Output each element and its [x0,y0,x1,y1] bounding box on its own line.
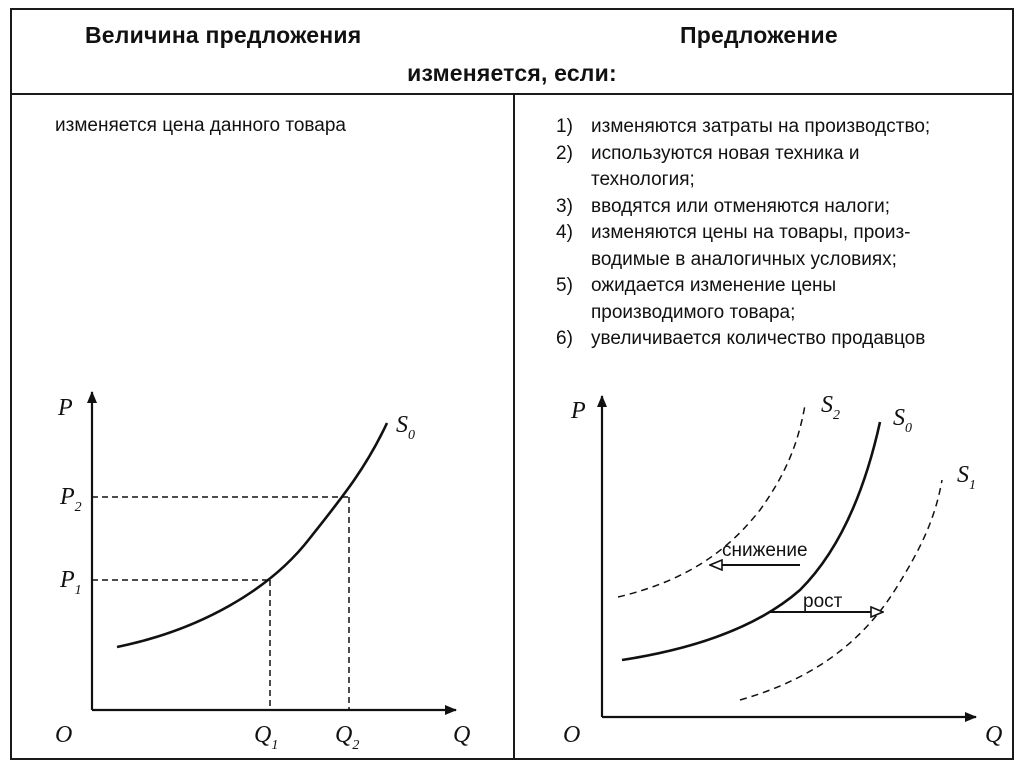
list-item-text: увеличивается количество продавцов [591,328,926,349]
list-item-text: используются новая техника и [591,142,860,164]
list-item-number: 6) [556,328,573,349]
list-item-continuation: производимого товара; [591,301,796,323]
p2-label: $P_2$ [60,484,82,515]
s0-label: $S_0$ [893,405,912,436]
right-graph [563,392,1002,748]
supply-curve-s1-increase [740,480,942,700]
left-curve-label-s0: $S_0$ [396,412,415,443]
right-y-axis-label: P [571,398,586,424]
list-item-text: вводятся или отменяются налоги; [591,195,891,217]
left-graph [55,392,470,753]
list-item-text: ожидается изменение цены [591,275,837,296]
list-item-text: изменяются затраты на производство; [591,116,931,137]
left-column-text: изменяется цена данного товара [55,115,347,136]
list-item-number: 5) [556,275,573,296]
list-item-number: 4) [556,222,573,243]
list-item-number: 2) [556,142,573,164]
right-origin-label: O [563,722,581,748]
s2-label: $S_2$ [821,392,840,423]
header-right-title: Предложение [680,22,838,48]
decrease-label: снижение [722,540,808,561]
supply-curve-s2-decrease [618,405,805,597]
list-item-text: изменяются цены на товары, произ- [591,222,911,243]
list-item-continuation: водимые в аналогичных условиях; [591,248,897,270]
q2-label: $Q_2$ [335,722,360,753]
p1-label: $P_1$ [60,567,82,598]
list-item-number: 3) [556,195,573,217]
q1-label: $Q_1$ [254,722,279,753]
left-supply-curve-s0 [117,423,387,647]
right-x-axis-label: Q [985,722,1003,748]
header-left-title: Величина предложения [85,22,362,48]
increase-label: рост [803,591,843,612]
header-center-title: изменяется, если: [407,60,617,86]
left-x-axis-label: Q [453,722,471,748]
list-item-number: 1) [556,116,573,137]
list-item-continuation: технология; [591,169,695,190]
left-y-axis-label: P [58,395,73,421]
left-origin-label: O [55,722,73,748]
s1-label: $S_1$ [957,462,976,493]
